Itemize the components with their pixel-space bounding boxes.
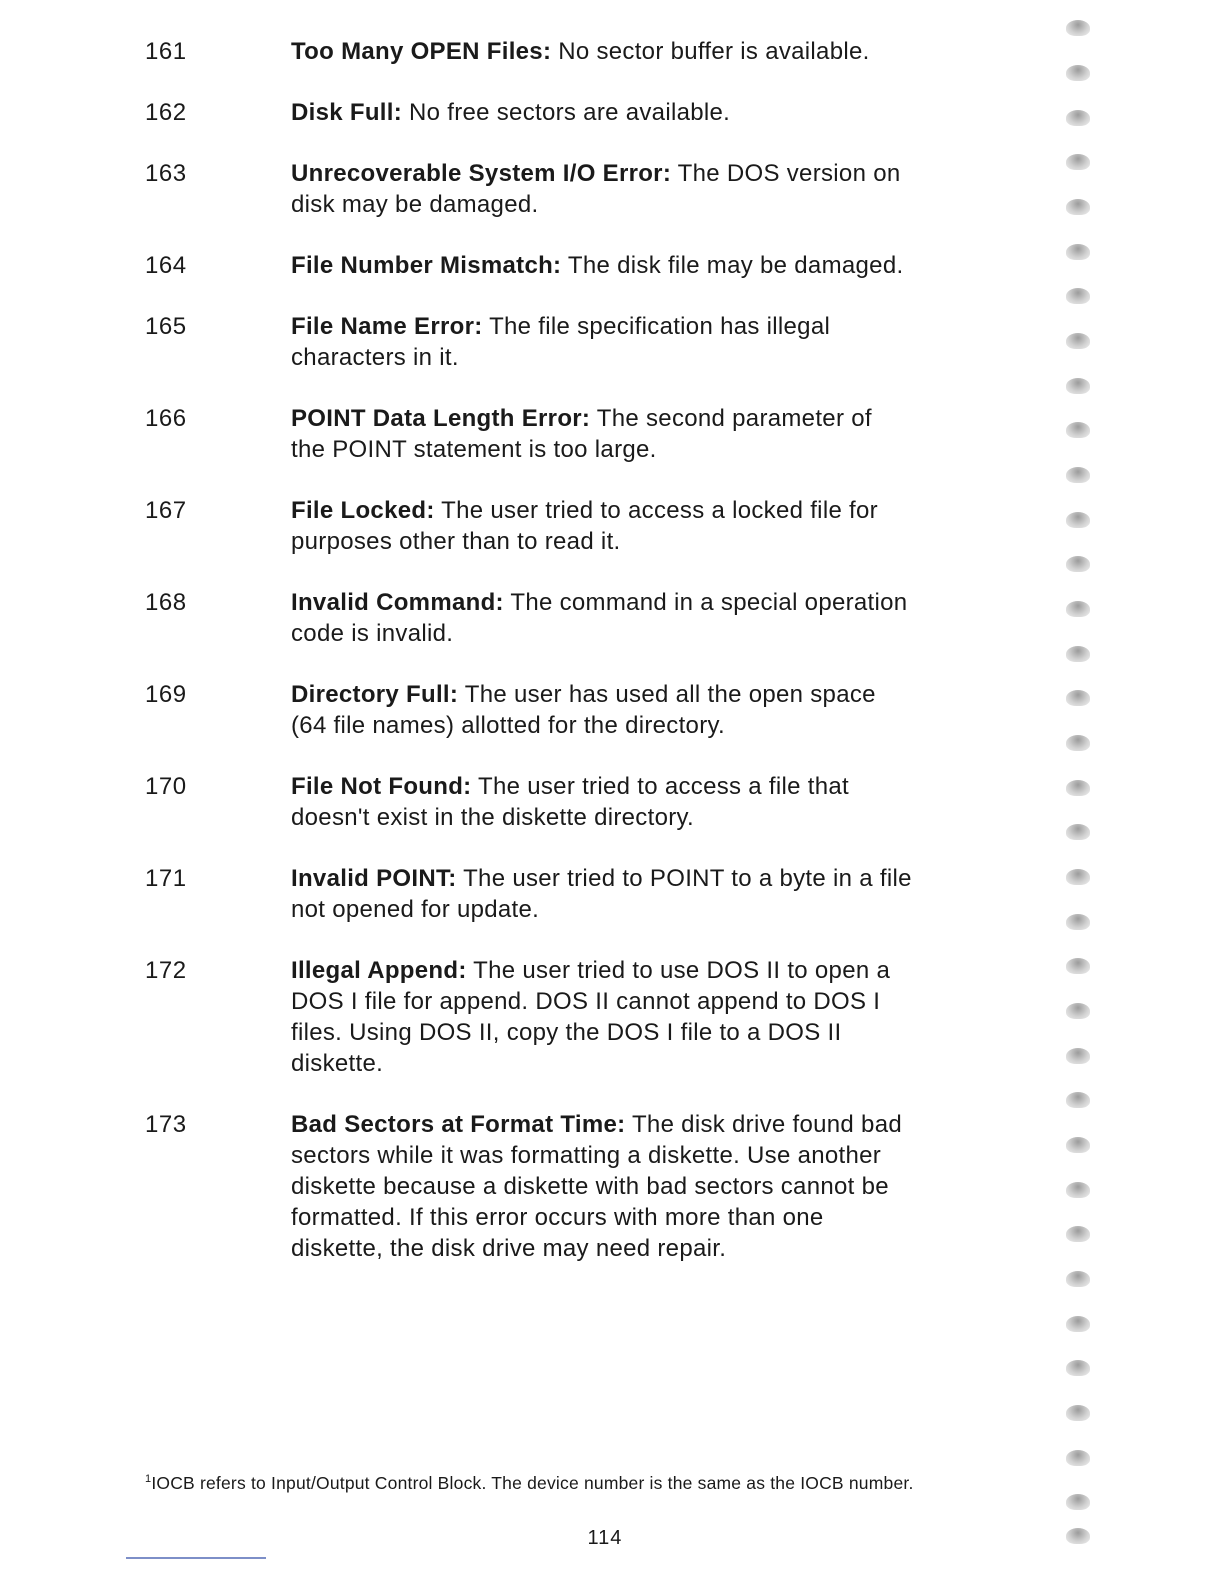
error-description <box>291 587 913 649</box>
binding-hole-icon <box>1066 1450 1090 1466</box>
error-code: 169 <box>145 681 187 708</box>
error-code: 162 <box>145 99 187 126</box>
error-text: The user tried to access a locked file for purposes other than to read it. <box>291 497 878 555</box>
error-description <box>291 955 913 1079</box>
binding-hole-icon <box>1066 1528 1090 1544</box>
error-text: The second parameter of the POINT statement is too large. <box>291 405 872 463</box>
error-description <box>291 311 913 373</box>
error-term: File Locked: <box>291 497 435 524</box>
error-entry <box>145 403 945 465</box>
binding-hole-icon <box>1066 646 1090 662</box>
error-code: 168 <box>145 589 187 616</box>
error-text: The user tried to access a file that doesn't exist in the diskette directory. <box>291 773 849 831</box>
error-text: The DOS version on disk may be damaged. <box>291 160 901 218</box>
error-description <box>291 679 913 741</box>
error-term: Illegal Append: <box>291 957 467 984</box>
error-entry <box>145 495 945 557</box>
error-code-list <box>145 36 945 1294</box>
error-term: Too Many OPEN Files: <box>291 38 552 65</box>
error-entry <box>145 679 945 741</box>
error-code: 173 <box>145 1111 187 1138</box>
binding-hole-icon <box>1066 154 1090 170</box>
error-description <box>291 495 913 557</box>
binding-hole-icon <box>1066 1494 1090 1510</box>
error-description <box>291 97 913 128</box>
error-entry <box>145 36 945 67</box>
binding-hole-icon <box>1066 690 1090 706</box>
error-text: No free sectors are available. <box>402 99 731 126</box>
binding-hole-icon <box>1066 1182 1090 1198</box>
error-text: The user tried to POINT to a byte in a file not opened for update. <box>291 865 912 923</box>
binding-hole-icon <box>1066 1092 1090 1108</box>
error-text: The user has used all the open space (64 file names) allotted for the directory. <box>291 681 876 739</box>
footnote <box>145 1472 985 1494</box>
error-term: Disk Full: <box>291 99 403 126</box>
spiral-binding-holes <box>1066 20 1096 1550</box>
binding-hole-icon <box>1066 1003 1090 1019</box>
error-description <box>291 863 913 925</box>
error-code: 172 <box>145 957 187 984</box>
error-code: 167 <box>145 497 187 524</box>
binding-hole-icon <box>1066 20 1090 36</box>
error-description <box>291 1109 913 1264</box>
error-description <box>291 403 913 465</box>
error-code: 161 <box>145 38 187 65</box>
binding-hole-icon <box>1066 601 1090 617</box>
error-code: 166 <box>145 405 187 432</box>
binding-hole-icon <box>1066 467 1090 483</box>
error-description <box>291 771 913 833</box>
binding-hole-icon <box>1066 1405 1090 1421</box>
error-term: Bad Sectors at Format Time: <box>291 1111 626 1138</box>
footnote-text: IOCB refers to Input/Output Control Block. The device number is the same as the IOCB number. <box>151 1473 914 1493</box>
error-term: Unrecoverable System I/O Error: <box>291 160 672 187</box>
binding-hole-icon <box>1066 110 1090 126</box>
binding-hole-icon <box>1066 1271 1090 1287</box>
binding-hole-icon <box>1066 378 1090 394</box>
error-description <box>291 250 913 281</box>
binding-hole-icon <box>1066 1226 1090 1242</box>
error-entry <box>145 955 945 1079</box>
binding-hole-icon <box>1066 288 1090 304</box>
error-term: Invalid POINT: <box>291 865 457 892</box>
error-entry <box>145 1109 945 1264</box>
error-entry <box>145 771 945 833</box>
binding-hole-icon <box>1066 422 1090 438</box>
error-entry <box>145 587 945 649</box>
binding-hole-icon <box>1066 824 1090 840</box>
binding-hole-icon <box>1066 1048 1090 1064</box>
binding-hole-icon <box>1066 1137 1090 1153</box>
error-code: 163 <box>145 160 187 187</box>
error-code: 164 <box>145 252 187 279</box>
error-description <box>291 36 913 67</box>
binding-hole-icon <box>1066 1360 1090 1376</box>
error-text: No sector buffer is available. <box>551 38 870 65</box>
error-term: POINT Data Length Error: <box>291 405 591 432</box>
error-term: Invalid Command: <box>291 589 504 616</box>
error-description <box>291 158 913 220</box>
error-entry <box>145 97 945 128</box>
error-text: The disk drive found bad sectors while it was formatting a diskette. Use another diskette because a diskette with bad sectors cannot be formatted. If this error occurs with more than one diskette, the disk drive may need repair. <box>291 1111 902 1262</box>
error-text: The command in a special operation code is invalid. <box>291 589 908 647</box>
binding-hole-icon <box>1066 735 1090 751</box>
error-code: 165 <box>145 313 187 340</box>
error-text: The file specification has illegal characters in it. <box>291 313 831 371</box>
error-entry <box>145 250 945 281</box>
scan-edge-line <box>126 1557 266 1559</box>
binding-hole-icon <box>1066 244 1090 260</box>
binding-hole-icon <box>1066 199 1090 215</box>
binding-hole-icon <box>1066 1316 1090 1332</box>
error-entry <box>145 311 945 373</box>
error-term: Directory Full: <box>291 681 459 708</box>
error-entry <box>145 158 945 220</box>
binding-hole-icon <box>1066 958 1090 974</box>
footnote-marker: 1 <box>145 1473 152 1486</box>
error-term: File Name Error: <box>291 313 483 340</box>
binding-hole-icon <box>1066 869 1090 885</box>
binding-hole-icon <box>1066 780 1090 796</box>
binding-hole-icon <box>1066 512 1090 528</box>
error-entry <box>145 863 945 925</box>
binding-hole-icon <box>1066 333 1090 349</box>
error-term: File Number Mismatch: <box>291 252 562 279</box>
error-code: 171 <box>145 865 187 892</box>
binding-hole-icon <box>1066 556 1090 572</box>
page-number: 114 <box>587 1527 623 1549</box>
binding-hole-icon <box>1066 914 1090 930</box>
binding-hole-icon <box>1066 65 1090 81</box>
error-text: The disk file may be damaged. <box>561 252 904 279</box>
error-term: File Not Found: <box>291 773 472 800</box>
error-text: The user tried to use DOS II to open a DOS I file for append. DOS II cannot append to DOS I files. Using DOS II, copy the DOS I file to a DOS II diskette. <box>291 957 891 1077</box>
error-code: 170 <box>145 773 187 800</box>
